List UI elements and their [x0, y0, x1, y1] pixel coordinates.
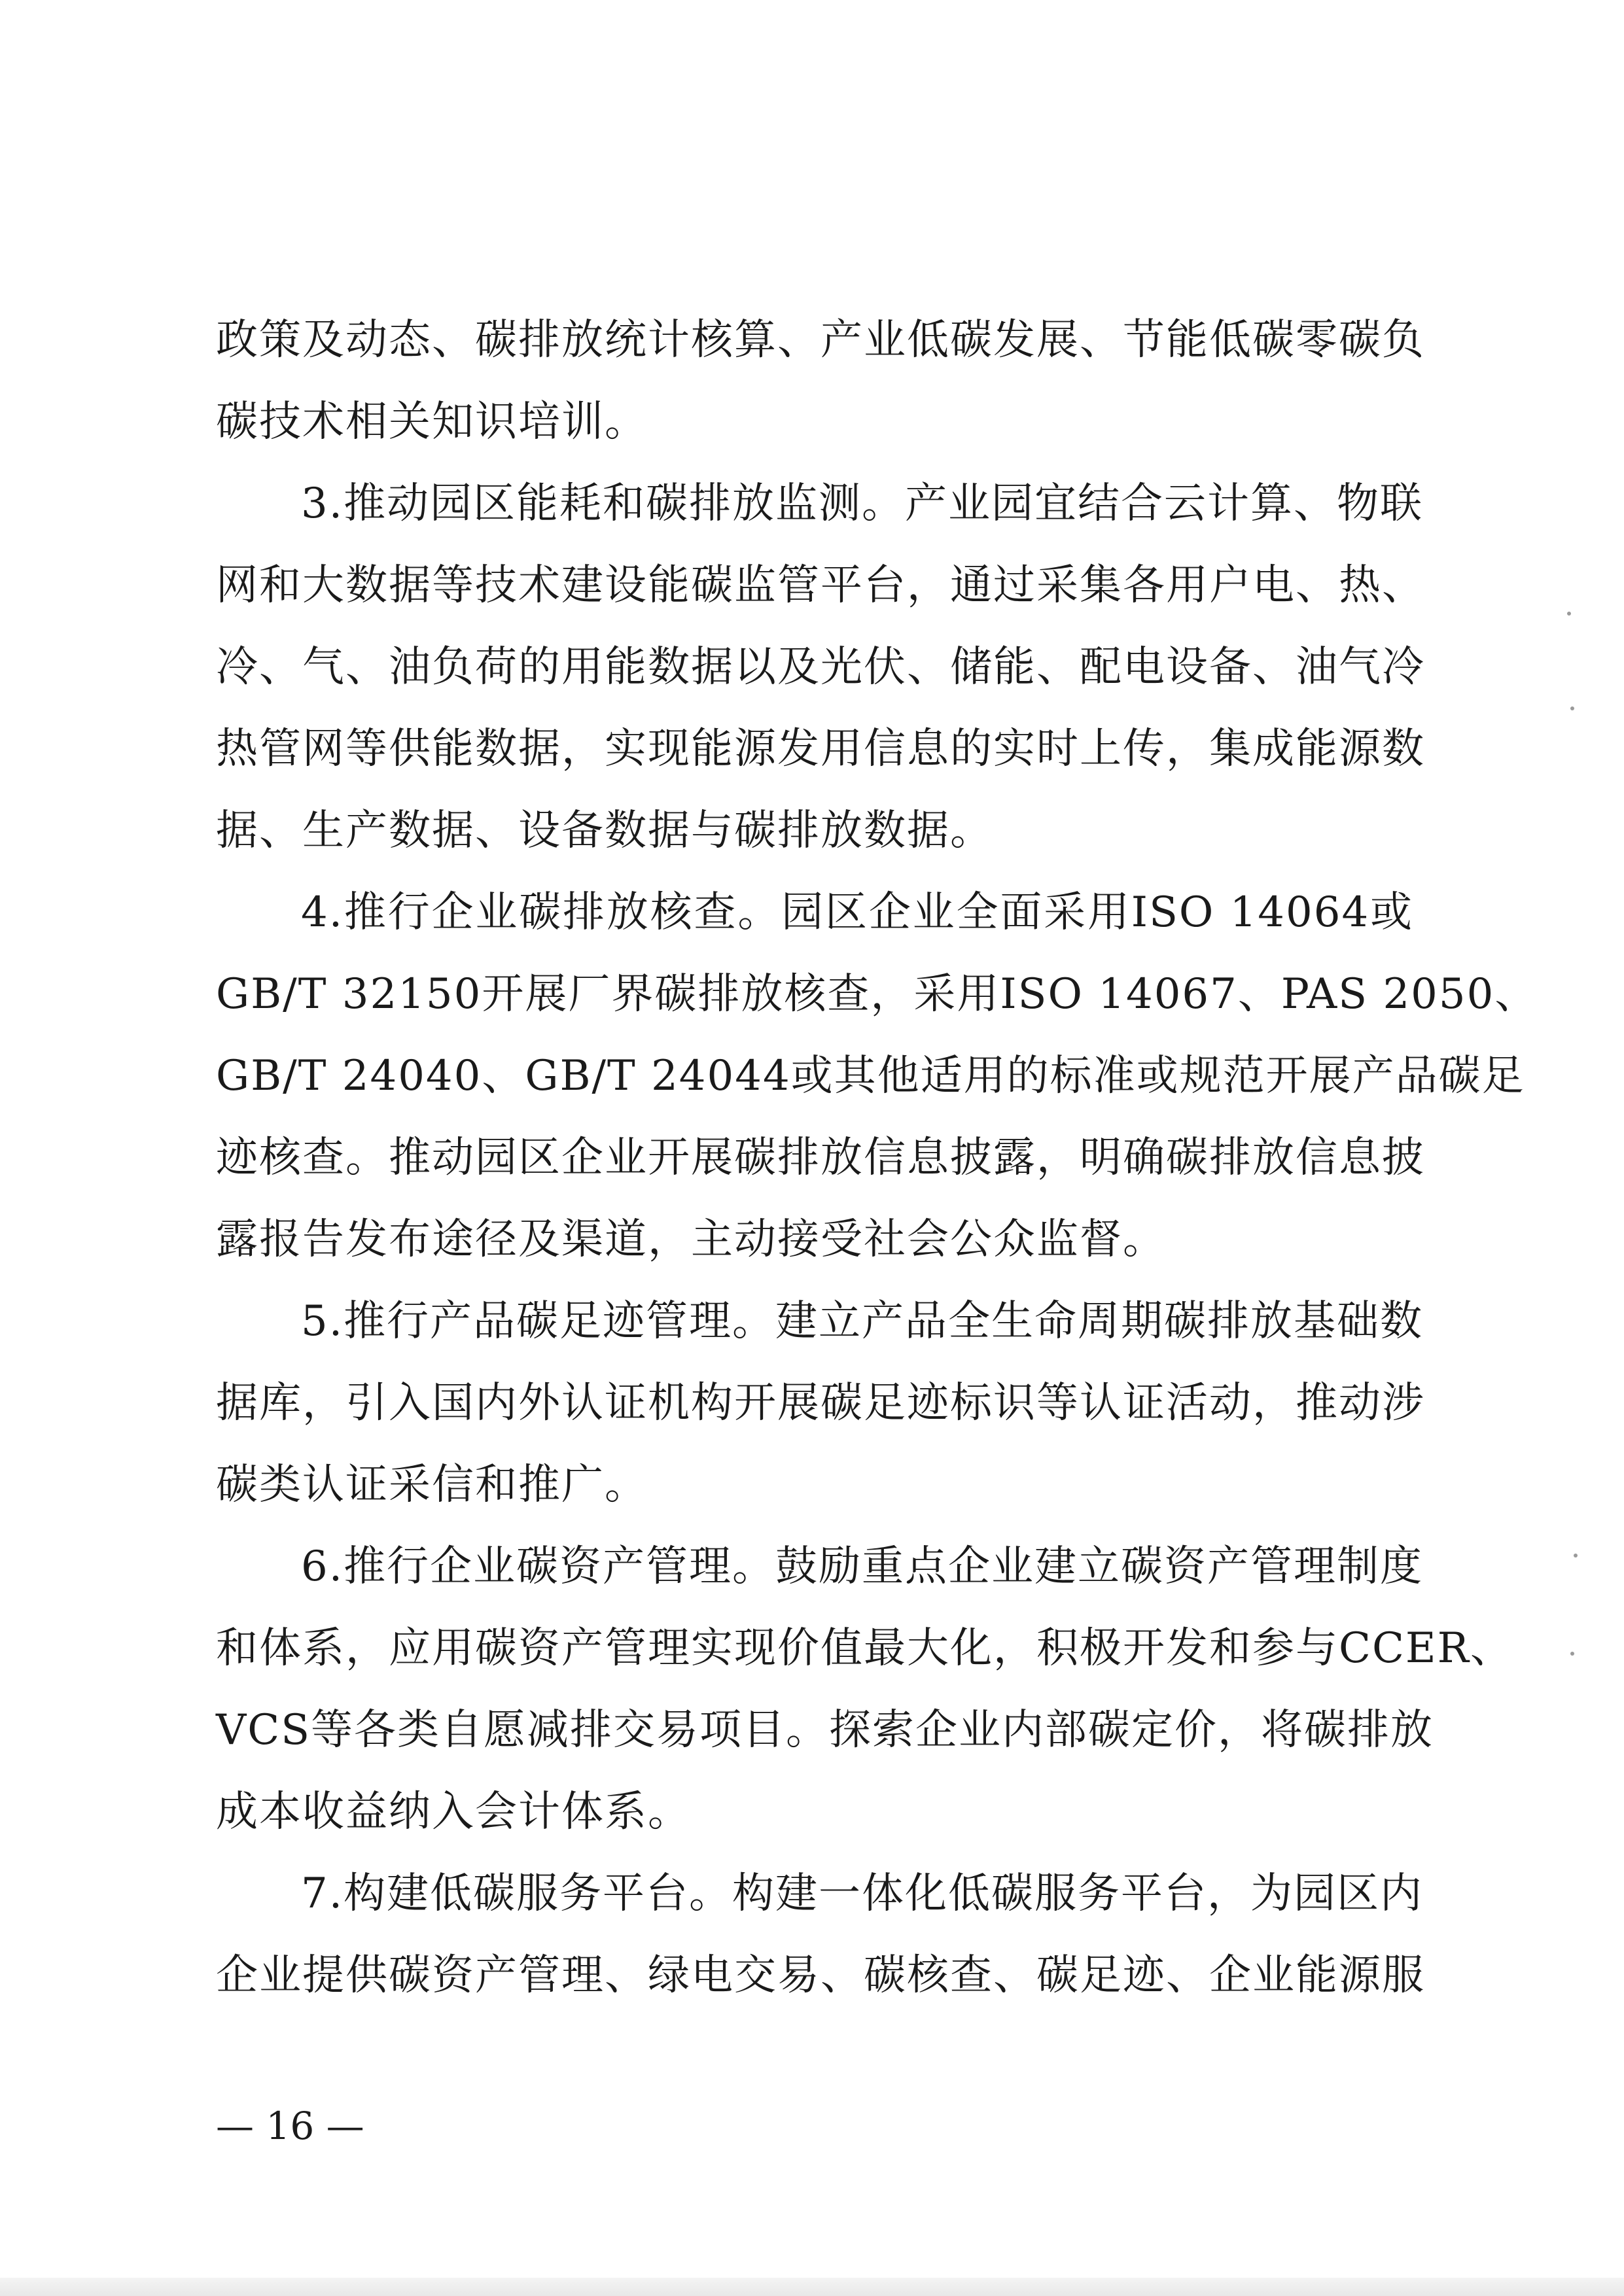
- paragraph-heading-line: 5.推行产品碳足迹管理。建立产品全生命周期碳排放基础数: [301, 1297, 1424, 1346]
- body-line: VCS等各类自愿减排交易项目。探索企业内部碳定价，将碳排放: [216, 1706, 1434, 1754]
- scan-speck: [1570, 706, 1574, 710]
- paragraph-heading-line: 7.构建低碳服务平台。构建一体化低碳服务平台，为园区内: [301, 1870, 1424, 1918]
- paragraph-heading-line: 4.推行企业碳排放核查。园区企业全面采用ISO 14064或: [301, 888, 1413, 937]
- page-number: — 16 —: [216, 2104, 364, 2148]
- body-line: GB/T 32150开展厂界碳排放核查，采用ISO 14067、PAS 2050、: [216, 970, 1538, 1018]
- body-line: 碳类认证采信和推广。: [216, 1461, 648, 1509]
- body-line: GB/T 24040、GB/T 24044或其他适用的标准或规范开展产品碳足: [216, 1052, 1525, 1100]
- body-line: 据库，引入国内外认证机构开展碳足迹标识等认证活动，推动涉: [216, 1379, 1425, 1427]
- scan-speck: [1567, 612, 1571, 616]
- body-line: 政策及动态、碳排放统计核算、产业低碳发展、节能低碳零碳负: [216, 316, 1425, 364]
- body-line: 据、生产数据、设备数据与碳排放数据。: [216, 807, 993, 855]
- paragraph-heading-line: 3.推动园区能耗和碳排放监测。产业园宜结合云计算、物联: [301, 479, 1424, 528]
- paragraph-heading-line: 6.推行企业碳资产管理。鼓励重点企业建立碳资产管理制度: [301, 1542, 1424, 1591]
- scan-bottom-edge: [0, 2278, 1624, 2296]
- body-line: 和体系，应用碳资产管理实现价值最大化，积极开发和参与CCER、: [216, 1624, 1513, 1673]
- scan-speck: [1570, 1652, 1574, 1656]
- body-line: 企业提供碳资产管理、绿电交易、碳核查、碳足迹、企业能源服: [216, 1951, 1425, 2000]
- body-line: 碳技术相关知识培训。: [216, 398, 648, 446]
- body-line: 网和大数据等技术建设能碳监管平台，通过采集各用户电、热、: [216, 561, 1425, 610]
- body-line: 成本收益纳入会计体系。: [216, 1788, 691, 1836]
- body-line: 冷、气、油负荷的用能数据以及光伏、储能、配电设备、油气冷: [216, 643, 1425, 691]
- scan-speck: [1574, 1554, 1578, 1557]
- body-line: 露报告发布途径及渠道，主动接受社会公众监督。: [216, 1215, 1166, 1264]
- body-line: 热管网等供能数据，实现能源发用信息的实时上传，集成能源数: [216, 725, 1425, 773]
- body-line: 迹核查。推动园区企业开展碳排放信息披露，明确碳排放信息披: [216, 1134, 1425, 1182]
